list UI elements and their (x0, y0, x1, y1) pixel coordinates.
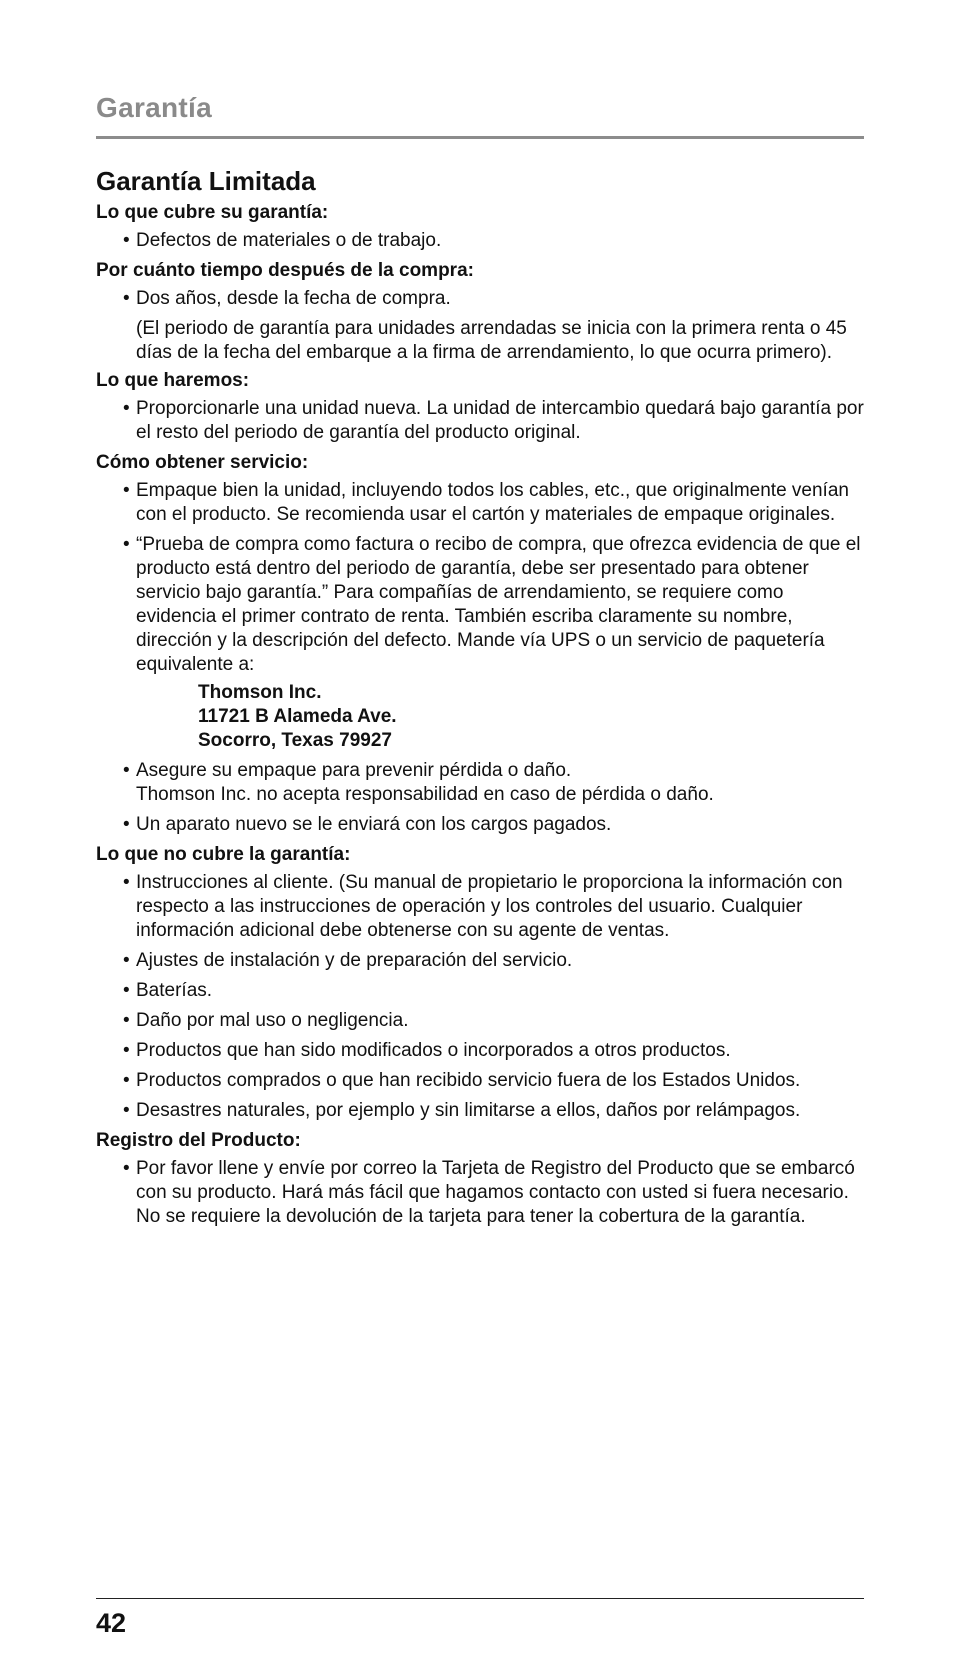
list-item-text: Instrucciones al cliente. (Su manual de propietario le proporciona la información con respecto a las instrucciones de operación y los controles del usuario. Cualquier información adicional debe obtenerse con su agente de ventas. (136, 872, 843, 941)
bullet-icon: • (123, 288, 130, 309)
list-item-text: Un aparato nuevo se le enviará con los cargos pagados. (136, 814, 612, 835)
list-item (96, 1099, 866, 1123)
list-item-text: Productos comprados o que han recibido servicio fuera de los Estados Unidos. (136, 1070, 801, 1091)
footer-divider (96, 1598, 864, 1599)
list-item-text: “Prueba de compra como factura o recibo de compra, que ofrezca evidencia de que el producto está dentro del periodo de garantía, debe ser presentado para obtener servicio bajo garantía.” Para compañías de arrendamiento, se requiere como evidencia el primer contrato de renta. También escriba claramente su nombre, dirección y la descripción del defecto. Mande vía UPS o un servicio de paquetería equivalente a: (136, 534, 861, 675)
bullet-icon: • (123, 480, 130, 501)
page-number: 42 (96, 1608, 127, 1638)
bullet-icon: • (123, 1100, 130, 1121)
bullet-icon: • (123, 398, 130, 419)
list-item (96, 479, 866, 527)
list-item-text: Productos que han sido modificados o incorporados a otros productos. (136, 1040, 731, 1061)
bullet-icon: • (123, 1158, 130, 1179)
list-item-text: Por favor llene y envíe por correo la Tarjeta de Registro del Producto que se embarcó con su producto. Hará más fácil que hagamos contacto con usted si fuera necesario. No se requiere la devolución de la tarjeta para tener la cobertura de la garantía. (136, 1158, 855, 1227)
address-line: Socorro, Texas 79927 (198, 730, 392, 751)
bullet-icon: • (123, 980, 130, 1001)
section-heading-what-we-do: Lo que haremos: (96, 370, 250, 391)
list-item (96, 397, 866, 445)
bullet-icon: • (123, 230, 130, 251)
list-item (96, 533, 866, 677)
list-item-text: Empaque bien la unidad, incluyendo todos los cables, etc., que originalmente venían con el producto. Se recomienda usar el cartón y materiales de empaque originales. (136, 480, 849, 525)
bullet-icon: • (123, 1040, 130, 1061)
bullet-icon: • (123, 814, 130, 835)
list-item (96, 1039, 866, 1063)
list-item-text: Thomson Inc. no acepta responsabilidad en caso de pérdida o daño. (136, 784, 714, 805)
mailing-address (96, 681, 866, 753)
section-heading-coverage: Lo que cubre su garantía: (96, 202, 329, 223)
list-item-text: Ajustes de instalación y de preparación del servicio. (136, 950, 573, 971)
warranty-content (96, 165, 866, 1235)
bullet-icon: • (123, 1070, 130, 1091)
list-item-text: Proporcionarle una unidad nueva. La unidad de intercambio quedará bajo garantía por el resto del periodo de garantía del producto original. (136, 398, 864, 443)
list-item (96, 1157, 866, 1229)
bullet-icon: • (123, 872, 130, 893)
header-divider (96, 136, 864, 139)
list-item (96, 287, 866, 311)
list-item-text: Asegure su empaque para prevenir pérdida o daño. (136, 760, 572, 781)
section-heading-exclusions: Lo que no cubre la garantía: (96, 844, 351, 865)
document-title: Garantía Limitada (96, 166, 316, 196)
section-heading-registration: Registro del Producto: (96, 1130, 301, 1151)
address-line: Thomson Inc. (198, 682, 322, 703)
bullet-icon: • (123, 950, 130, 971)
list-item-text: Baterías. (136, 980, 213, 1001)
list-item-text: Dos años, desde la fecha de compra. (136, 288, 451, 309)
list-item (96, 1069, 866, 1093)
section-heading-service: Cómo obtener servicio: (96, 452, 309, 473)
list-item (96, 979, 866, 1003)
list-item (96, 1009, 866, 1033)
list-item-text: Daño por mal uso o negligencia. (136, 1010, 409, 1031)
list-item (96, 871, 866, 943)
bullet-icon: • (123, 1010, 130, 1031)
bullet-icon: • (123, 534, 130, 555)
list-item-text: Desastres naturales, por ejemplo y sin limitarse a ellos, daños por relámpagos. (136, 1100, 801, 1121)
list-item-text: Defectos de materiales o de trabajo. (136, 230, 442, 251)
section-heading-duration: Por cuánto tiempo después de la compra: (96, 260, 474, 281)
page-header-title: Garantía (96, 92, 212, 123)
list-item (96, 813, 866, 837)
list-item (96, 229, 866, 253)
list-item (96, 949, 866, 973)
address-line: 11721 B Alameda Ave. (198, 706, 397, 727)
lease-note: (El periodo de garantía para unidades arrendadas se inicia con la primera renta o 45 días de la fecha del embarque a la firma de arrendamiento, lo que ocurra primero). (136, 318, 847, 363)
list-item (96, 759, 866, 807)
bullet-icon: • (123, 760, 130, 781)
